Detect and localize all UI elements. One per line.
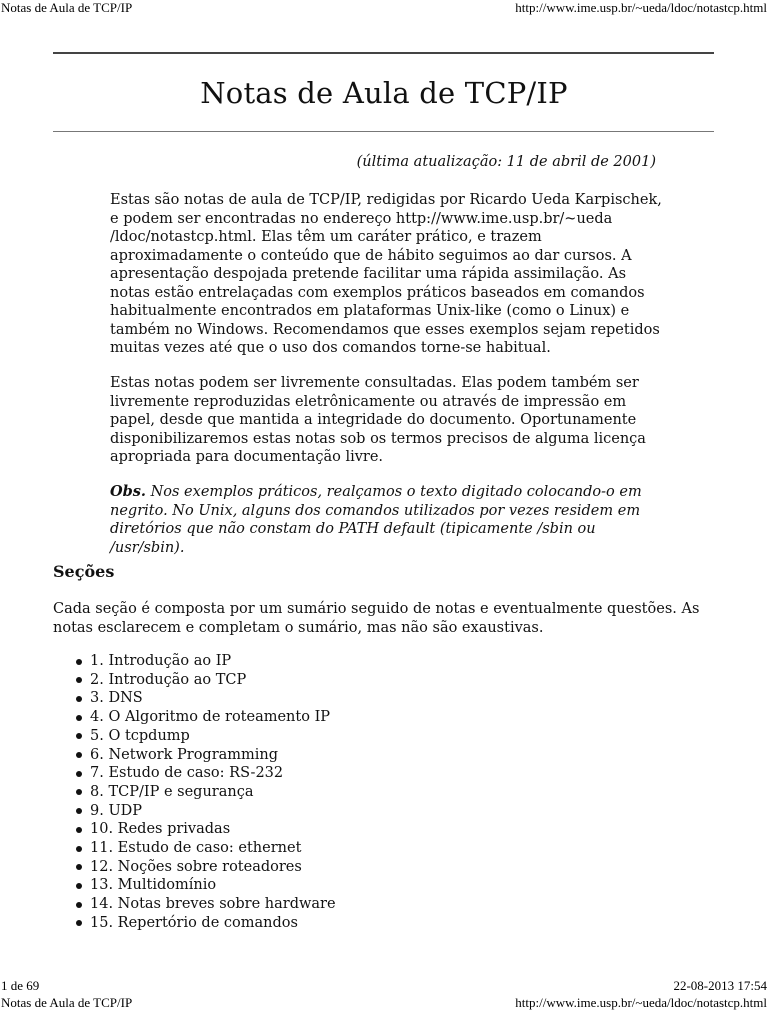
bullet-icon xyxy=(76,808,82,814)
bullet-icon xyxy=(76,789,82,795)
section-link[interactable]: 12. Noções sobre roteadores xyxy=(90,858,302,875)
print-header-url: http://www.ime.usp.br/~ueda/ldoc/notastcp.html xyxy=(515,0,767,15)
bullet-icon xyxy=(76,677,82,683)
section-item[interactable] xyxy=(74,708,336,727)
section-link[interactable]: 3. DNS xyxy=(90,690,143,707)
sections-list xyxy=(74,652,336,933)
obs-note xyxy=(110,483,670,557)
section-link[interactable]: 10. Redes privadas xyxy=(90,821,231,838)
section-item[interactable] xyxy=(74,746,336,765)
section-link[interactable]: 13. Multidomínio xyxy=(90,877,217,894)
section-link[interactable]: 9. UDP xyxy=(90,802,143,819)
section-link[interactable]: 1. Introdução ao IP xyxy=(90,653,232,669)
print-footer-title: Notas de Aula de TCP/IP xyxy=(1,995,133,1010)
section-item[interactable] xyxy=(74,858,336,877)
bullet-icon xyxy=(76,827,82,833)
section-item[interactable] xyxy=(74,895,336,914)
obs-label: Obs. xyxy=(110,483,146,500)
page-title: Notas de Aula de TCP/IP xyxy=(200,76,568,110)
section-item[interactable] xyxy=(74,820,336,839)
section-item[interactable] xyxy=(74,914,336,933)
section-item[interactable] xyxy=(74,764,336,783)
print-footer-line-2 xyxy=(0,995,768,1011)
bullet-icon xyxy=(76,733,82,739)
bullet-icon xyxy=(76,752,82,758)
top-divider xyxy=(53,52,714,54)
title-divider xyxy=(53,131,714,132)
section-item[interactable] xyxy=(74,802,336,821)
page-counter: 1 de 69 xyxy=(1,978,40,993)
last-updated: (última atualização: 11 de abril de 2001) xyxy=(356,154,656,170)
section-item[interactable] xyxy=(74,783,336,802)
print-footer-line-1 xyxy=(0,978,768,994)
section-item[interactable] xyxy=(74,671,336,690)
print-header xyxy=(0,0,768,16)
section-link[interactable]: 7. Estudo de caso: RS-232 xyxy=(90,765,284,782)
section-link[interactable]: 14. Notas breves sobre hardware xyxy=(90,896,336,913)
section-link[interactable]: 4. O Algoritmo de roteamento IP xyxy=(90,709,331,726)
sections-description: Cada seção é composta por um sumário seguido de notas e eventualmente questões. As notas esclarecem e completam o sumário, mas não são exaustivas. xyxy=(53,601,700,636)
bullet-icon xyxy=(76,883,82,889)
section-link[interactable]: 2. Introdução ao TCP xyxy=(90,671,247,688)
section-link[interactable]: 6. Network Programming xyxy=(90,746,279,763)
section-item[interactable] xyxy=(74,727,336,746)
obs-text: Nos exemplos práticos, realçamos o texto digitado colocando-o em negrito. No Unix, alguns dos comandos utilizados por vezes residem em diretórios que não constam do PATH default (tipicamente /sbin ou /usr/sbin). xyxy=(110,484,642,556)
section-item[interactable] xyxy=(74,839,336,858)
bullet-icon xyxy=(76,902,82,908)
intro-paragraph-2: Estas notas podem ser livremente consultadas. Elas podem também ser livremente reproduzidas eletrônicamente ou através de impressão em papel, desde que mantida a integridade do documento. Oportunamente disponibilizaremos estas notas sob os termos precisos de alguma licença apropriada para documentação livre. xyxy=(110,375,646,465)
print-footer-url: http://www.ime.usp.br/~ueda/ldoc/notastcp.html xyxy=(515,995,767,1010)
print-timestamp: 22-08-2013 17:54 xyxy=(673,978,767,993)
section-link[interactable]: 11. Estudo de caso: ethernet xyxy=(90,840,302,857)
section-item[interactable] xyxy=(74,689,336,708)
section-item[interactable] xyxy=(74,876,336,895)
sections-heading: Seções xyxy=(53,562,115,581)
section-item[interactable] xyxy=(74,652,336,671)
intro-paragraph-1: Estas são notas de aula de TCP/IP, redigidas por Ricardo Ueda Karpischek, e podem ser encontradas no endereço http://www.ime.usp.br/~ueda /ldoc/notastcp.html. Elas têm um caráter prático, e trazem aproximadamente o conteúdo que de hábito seguimos ao dar cursos. A apresentação despojada pretende facilitar uma rápida assimilação. As notas estão entrelaçadas com exemplos práticos baseados em comandos habitualmente encontrados em plataformas Unix-like (como o Linux) e também no Windows. Recomendamos que esses exemplos sejam repetidos muitas vezes até que o uso dos comandos torne-se habitual. xyxy=(110,192,662,356)
section-link[interactable]: 15. Repertório de comandos xyxy=(90,914,298,931)
section-link[interactable]: 5. O tcpdump xyxy=(90,727,190,744)
bullet-icon xyxy=(76,659,82,665)
section-link[interactable]: 8. TCP/IP e segurança xyxy=(90,783,254,800)
bullet-icon xyxy=(76,846,82,852)
bullet-icon xyxy=(76,864,82,870)
bullet-icon xyxy=(76,920,82,926)
bullet-icon xyxy=(76,696,82,702)
bullet-icon xyxy=(76,771,82,777)
print-header-title: Notas de Aula de TCP/IP xyxy=(1,0,133,15)
bullet-icon xyxy=(76,715,82,721)
